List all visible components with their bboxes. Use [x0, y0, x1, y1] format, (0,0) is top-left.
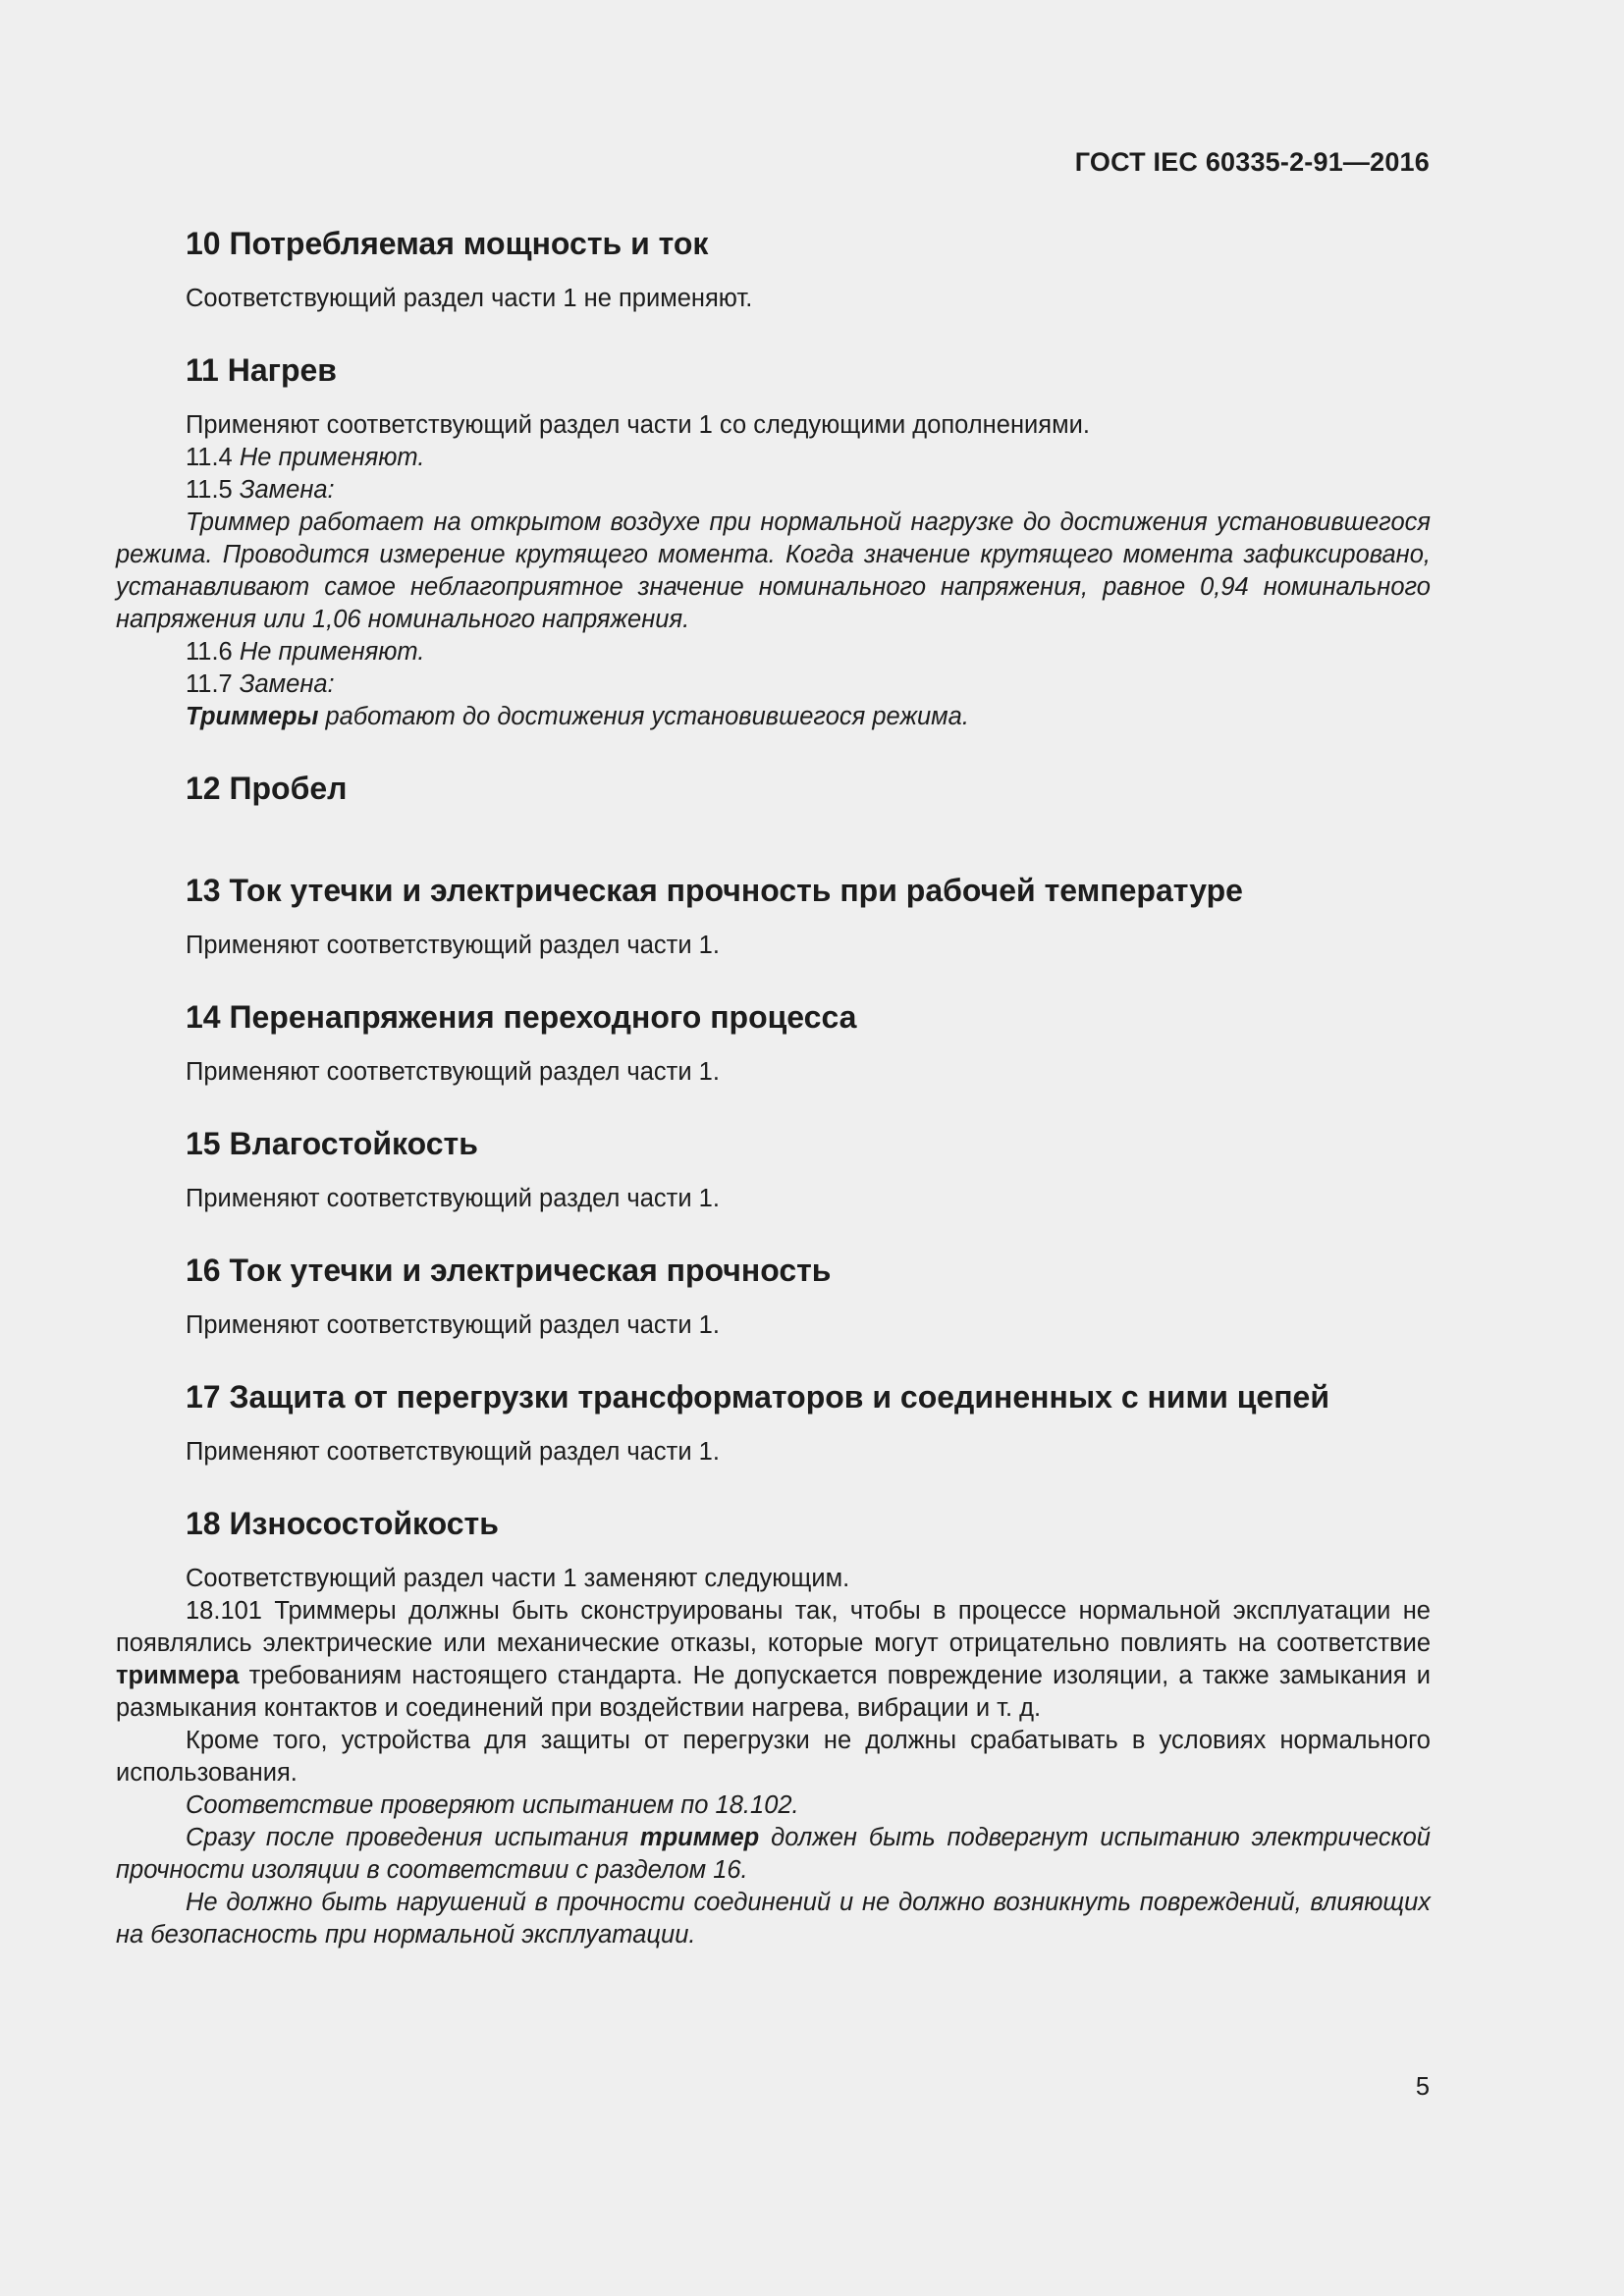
after-test-paragraph — [116, 1822, 1431, 1887]
section-16-text: Применяют соответствующий раздел части 1. — [186, 1311, 720, 1339]
page-number: 5 — [1415, 2073, 1430, 2101]
term-bold: триммер — [639, 1824, 760, 1851]
clause-11-7-body — [116, 701, 1431, 733]
section-heading-13: 13 Ток утечки и электрическая прочность при рабочей температуре — [186, 873, 1243, 908]
page-content — [116, 224, 1431, 1951]
section-11-intro: Применяют соответствующий раздел части 1 со следующими дополнениями. — [186, 411, 1090, 439]
clause-18-101 — [116, 1595, 1431, 1725]
section-heading-14: 14 Перенапряжения переходного процесса — [186, 999, 857, 1035]
clause-number: 11.6 — [186, 638, 233, 666]
clause-text: 18.101 Триммеры должны быть сконструированы так, чтобы в процессе нормальной эксплуатации не появлялись электрические или механические отказы, которые могут отрицательно повлиять на соответствие — [116, 1597, 1431, 1657]
clause-text: Замена: — [239, 476, 335, 504]
clause-11-5 — [116, 474, 1431, 507]
clause-number: 11.4 — [186, 444, 233, 471]
section-heading-17: 17 Защита от перегрузки трансформаторов и соединенных с ними цепей — [186, 1379, 1330, 1415]
clause-number: 11.5 — [186, 476, 233, 504]
section-10-text: Соответствующий раздел части 1 не применяют. — [186, 285, 753, 312]
section-heading-15: 15 Влагостойкость — [186, 1126, 478, 1161]
clause-text: Не применяют. — [239, 444, 425, 471]
clause-text: Не применяют. — [239, 638, 425, 666]
clause-11-6 — [116, 636, 1431, 668]
clause-11-4 — [116, 442, 1431, 474]
document-code: ГОСТ IEC 60335-2-91—2016 — [1074, 147, 1430, 177]
term-bold: триммера — [116, 1662, 240, 1689]
clause-text: должен быть подвергнут испытанию электрической прочности изоляции в соответствии с разделом 16. — [116, 1824, 1431, 1884]
clause-number: 11.7 — [186, 670, 233, 698]
compliance-check: Соответствие проверяют испытанием по 18.102. — [186, 1791, 799, 1819]
clause-body-rest: работают до достижения установившегося режима. — [318, 703, 969, 730]
clause-text: Замена: — [239, 670, 335, 698]
section-heading-16: 16 Ток утечки и электрическая прочность — [186, 1253, 832, 1288]
section-17-text: Применяют соответствующий раздел части 1. — [186, 1438, 720, 1466]
clause-11-5-body: Триммер работает на открытом воздухе при нормальной нагрузке до достижения установившегося режима. Проводится измерение крутящего момента. Когда значение крутящего момента зафиксировано, устанавливают самое неблагоприятное значение номинального напряжения, равное 0,94 номинального напряжения или 1,06 номинального напряжения. — [116, 508, 1431, 633]
term-bold: Триммеры — [186, 703, 319, 730]
section-heading-11: 11 Нагрев — [186, 352, 337, 388]
clause-text: Сразу после проведения испытания — [186, 1824, 640, 1851]
section-18-intro: Соответствующий раздел части 1 заменяют следующим. — [186, 1565, 850, 1592]
section-heading-10: 10 Потребляемая мощность и ток — [186, 226, 709, 261]
final-paragraph: Не должно быть нарушений в прочности соединений и не должно возникнуть повреждений, влияющих на безопасность при нормальной эксплуатации. — [116, 1889, 1431, 1949]
section-13-text: Применяют соответствующий раздел части 1. — [186, 932, 720, 959]
clause-11-7 — [116, 668, 1431, 701]
overload-paragraph: Кроме того, устройства для защиты от перегрузки не должны срабатывать в условиях нормального использования. — [116, 1727, 1431, 1787]
section-heading-18: 18 Износостойкость — [186, 1506, 499, 1541]
clause-text: требованиям настоящего стандарта. Не допускается повреждение изоляции, а также замыкания и размыкания контактов и соединений при воздействии нагрева, вибрации и т. д. — [116, 1662, 1431, 1722]
section-15-text: Применяют соответствующий раздел части 1. — [186, 1185, 720, 1212]
section-heading-12: 12 Пробел — [186, 771, 348, 806]
section-14-text: Применяют соответствующий раздел части 1. — [186, 1058, 720, 1086]
